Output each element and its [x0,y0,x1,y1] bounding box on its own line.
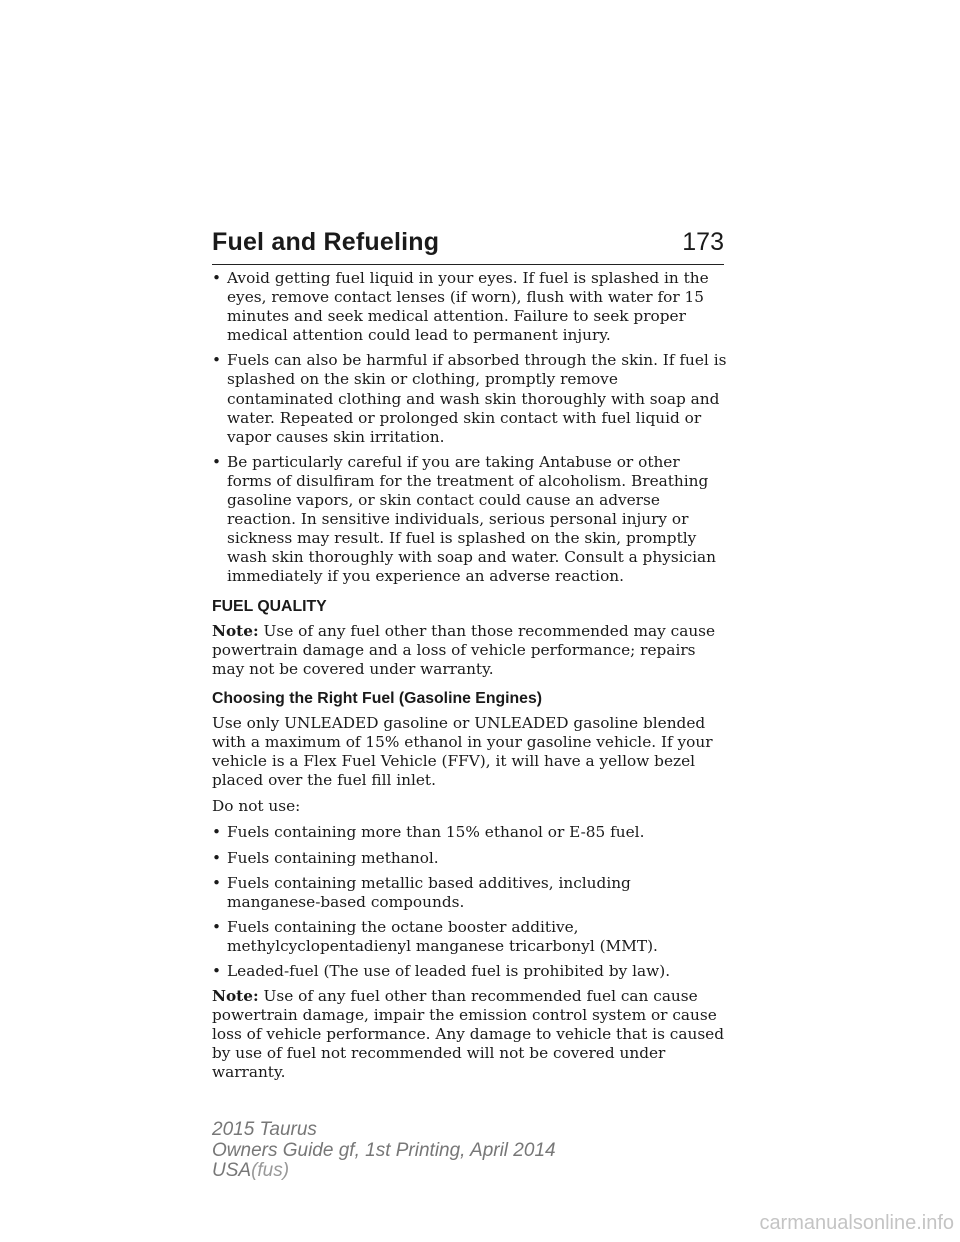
list-item [212,918,727,956]
bullet-icon: • [212,873,222,892]
note-text: Use of any fuel other than recommended fuel can cause powertrain damage, impair the emission control system or cause loss of vehicle performance. Any damage to vehicle that is caused by use of fuel not recommended will not be covered under warranty. [212,987,725,1082]
list-item-text: Fuels containing methanol. [227,848,439,867]
list-item [212,351,727,446]
note-paragraph [212,987,727,1082]
bullet-icon: • [212,269,222,287]
bullet-icon: • [212,823,222,842]
subheading: Choosing the Right Fuel (Gasoline Engines) [212,689,542,707]
footer-market-name: USA [212,1160,252,1181]
page-content [212,269,727,1090]
bullet-icon: • [212,917,222,936]
do-not-use-label: Do not use: [212,797,301,816]
bullet-icon: • [212,351,222,370]
section-heading: FUEL QUALITY [212,597,327,615]
list-item-text: Avoid getting fuel liquid in your eyes. If fuel is splashed in the eyes, remove contact lenses (if worn), flush with water for 15 minutes and seek medical attention. Failure to seek proper medical attention could lead to permanent injury. [227,269,709,345]
list-item-text: Leaded-fuel (The use of leaded fuel is prohibited by law). [227,962,671,980]
bullet-icon: • [212,452,222,471]
body-paragraph: Use only UNLEADED gasoline or UNLEADED gasoline blended with a maximum of 15% ethanol in your gasoline vehicle. If your vehicle is a Flex Fuel Vehicle (FFV), it will have a yellow bezel placed over the fuel fill inlet. [212,713,713,790]
list-item [212,962,727,981]
chapter-title: Fuel and Refueling [212,228,440,256]
note-label: Note: [212,621,259,640]
footer-market-code: (fus) [251,1160,290,1181]
list-item-text: Fuels can also be harmful if absorbed through the skin. If fuel is splashed on the skin or clothing, promptly remove contaminated clothing and wash skin thoroughly with soap and water. Repeated or prolonged skin contact with fuel liquid or vapor causes skin irritation. [227,351,727,446]
document-footer [212,1120,556,1182]
list-item [212,849,727,868]
list-item-text: Fuels containing more than 15% ethanol or E-85 fuel. [227,823,645,842]
list-item [212,269,727,345]
list-item-text: Be particularly careful if you are taking Antabuse or other forms of disulfiram for the treatment of alcoholism. Breathing gasoline vapors, or skin contact could cause an adverse reaction. In sensitive individuals, serious personal injury or sickness may result. If fuel is splashed on the skin, promptly wash skin thoroughly with soap and water. Consult a physician immediately if you experience an adverse reaction. [227,452,717,586]
list-item [212,453,727,587]
note-paragraph [212,622,727,679]
footer-model: 2015 Taurus [212,1119,317,1140]
list-item [212,823,727,842]
list-item-text: Fuels containing the octane booster additive, methylcyclopentadienyl manganese tricarbonyl (MMT). [227,917,658,955]
bullet-icon: • [212,962,222,980]
list-item-text: Fuels containing metallic based additives, including manganese-based compounds. [227,873,631,911]
page-number: 173 [682,228,724,256]
page-header [212,228,724,265]
footer-edition: Owners Guide gf, 1st Printing, April 2014 [212,1139,556,1161]
watermark: carmanualsonline.info [759,1212,954,1234]
note-text: Use of any fuel other than those recommended may cause powertrain damage and a loss of vehicle performance; repairs may not be covered under warranty. [212,621,716,678]
footer-market [212,1161,556,1182]
note-label: Note: [212,987,259,1006]
bullet-icon: • [212,848,222,867]
list-item [212,874,727,912]
